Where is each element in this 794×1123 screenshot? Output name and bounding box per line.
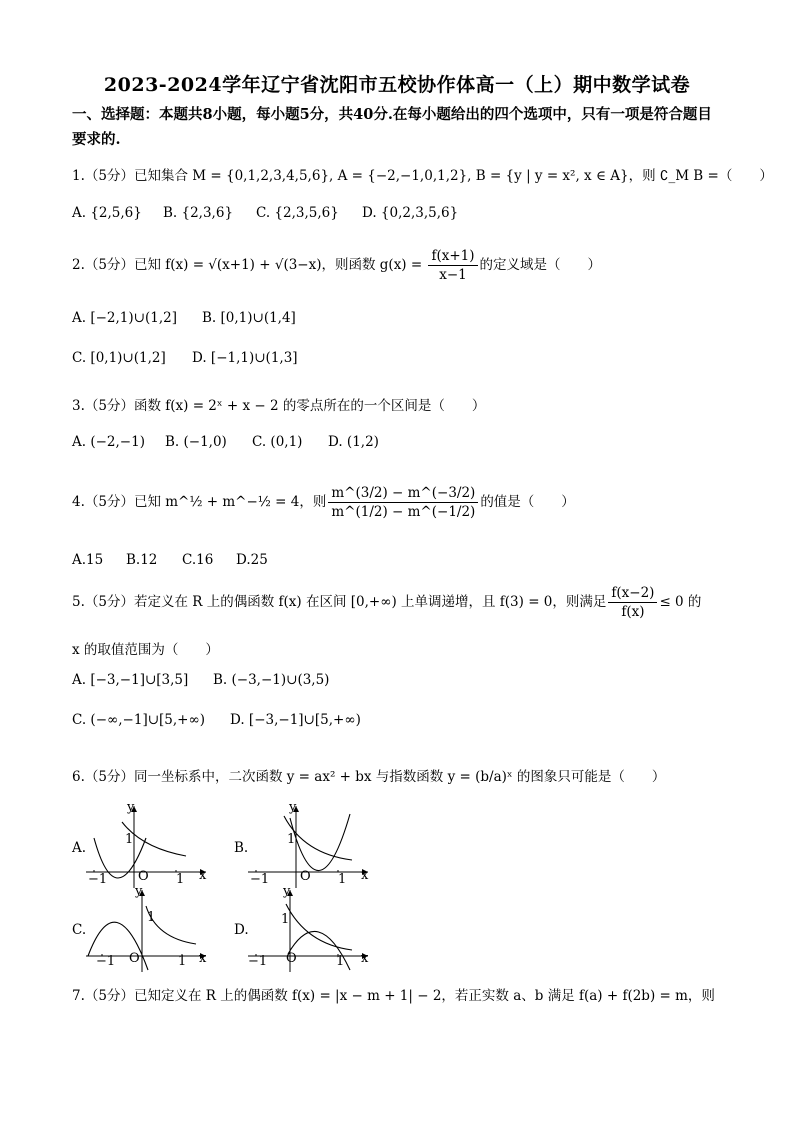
q6-graph-c-x-one: 1 bbox=[178, 954, 187, 969]
q3-option-b[interactable]: B. (−1,0) bbox=[165, 434, 227, 450]
q3-option-d[interactable]: D. (1,2) bbox=[328, 434, 379, 450]
q6-graph-a-origin: O bbox=[138, 869, 149, 884]
q4-stem-post: 的值是（ ） bbox=[480, 494, 575, 510]
question-1-stem: 1.（5分）已知集合 M = {0,1,2,3,4,5,6}, A = {−2,−1,0,1,2}, B = {y | y = x², x ∈ A}，则 ∁_M B =（ ） bbox=[72, 168, 773, 184]
q5-stem-post: ≤ 0 的 bbox=[659, 594, 702, 610]
q6-graph-b-y-label: y bbox=[289, 800, 297, 815]
q4-option-c[interactable]: C.16 bbox=[182, 552, 214, 568]
q2-stem-pre: 2.（5分）已知 f(x) = √(x+1) + √(3−x)，则函数 g(x) = bbox=[72, 257, 427, 273]
question-3-stem: 3.（5分）函数 f(x) = 2ˣ + x − 2 的零点所在的一个区间是（ ） bbox=[72, 398, 486, 414]
q6-graph-d-x-label: x bbox=[361, 951, 369, 966]
q6-graph-a-x-one: 1 bbox=[176, 872, 185, 887]
question-6-stem: 6.（5分）同一坐标系中，二次函数 y = ax² + bx 与指数函数 y = (b/a)ˣ 的图象只可能是（ ） bbox=[72, 769, 666, 785]
q6-option-c-label[interactable]: C. bbox=[72, 922, 87, 938]
q2-option-b[interactable]: B. [0,1)∪(1,4] bbox=[202, 310, 296, 326]
q6-option-d-label[interactable]: D. bbox=[234, 922, 249, 938]
page-title: 2023-2024学年辽宁省沈阳市五校协作体高一（上）期中数学试卷 bbox=[103, 74, 691, 96]
q6-graph-d-x-one: 1 bbox=[336, 954, 345, 969]
q6-graph-b-origin: O bbox=[300, 869, 311, 884]
q6-option-b-label[interactable]: B. bbox=[234, 840, 249, 856]
q2-option-a[interactable]: A. [−2,1)∪(1,2] bbox=[72, 310, 177, 326]
section-header: 一、选择题：本题共8小题，每小题5分，共40分.在每小题给出的四个选项中，只有一项是符合题目要求的. bbox=[72, 106, 712, 148]
q6-graph-b-neg-one: −1 bbox=[250, 872, 270, 887]
q6-graph-a-neg-one: −1 bbox=[88, 872, 108, 887]
q5-option-d[interactable]: D. [−3,−1]∪[5,+∞) bbox=[230, 712, 361, 728]
q6-graph-a-one-label: 1 bbox=[125, 832, 134, 847]
question-4-stem bbox=[72, 484, 575, 521]
q3-option-a[interactable]: A. (−2,−1) bbox=[72, 434, 145, 450]
q6-graph-b-x-label: x bbox=[361, 868, 369, 883]
q2-fraction bbox=[428, 247, 477, 284]
q1-option-d[interactable]: D. {0,2,3,5,6} bbox=[362, 205, 459, 221]
q4-stem-pre: 4.（5分）已知 m^½ + m^−½ = 4，则 bbox=[72, 494, 327, 510]
q5-option-c[interactable]: C. (−∞,−1]∪[5,+∞) bbox=[72, 712, 205, 728]
q5-fraction bbox=[608, 584, 657, 621]
q6-graph-c-one-label: 1 bbox=[147, 910, 156, 925]
q4-frac-den: m^(1/2) − m^(−1/2) bbox=[331, 504, 476, 520]
q2-option-c[interactable]: C. [0,1)∪(1,2] bbox=[72, 350, 166, 366]
q6-graph-b-x-one: 1 bbox=[338, 872, 347, 887]
q4-option-d[interactable]: D.25 bbox=[236, 552, 268, 568]
q6-graph-b-one-label: 1 bbox=[287, 832, 296, 847]
q2-option-d[interactable]: D. [−1,1)∪(1,3] bbox=[192, 350, 298, 366]
q4-fraction bbox=[328, 484, 478, 521]
q6-graph-c-neg-one: −1 bbox=[96, 954, 116, 969]
q5-frac-den: f(x) bbox=[621, 604, 645, 620]
q2-stem-post: 的定义域是（ ） bbox=[479, 257, 602, 273]
q1-option-a[interactable]: A. {2,5,6} bbox=[72, 205, 142, 221]
question-7-stem: 7.（5分）已知定义在 R 上的偶函数 f(x) = |x − m + 1| − 2，若正实数 a、b 满足 f(a) + f(2b) = m，则 bbox=[72, 988, 715, 1004]
question-2-stem bbox=[72, 247, 601, 284]
q6-graph-d-origin: O bbox=[286, 951, 297, 966]
q5-stem-pre: 5.（5分）若定义在 R 上的偶函数 f(x) 在区间 [0,+∞) 上单调递增，且 f(3) = 0，则满足 bbox=[72, 594, 607, 610]
q1-option-c[interactable]: C. {2,3,5,6} bbox=[256, 205, 339, 221]
q6-graph-a-x-label: x bbox=[199, 868, 207, 883]
q4-frac-num: m^(3/2) − m^(−3/2) bbox=[328, 484, 478, 503]
q6-graph-c-origin: O bbox=[129, 951, 140, 966]
q6-graph-d-one-label: 1 bbox=[281, 912, 290, 927]
q6-graph-c-x-label: x bbox=[199, 951, 207, 966]
q4-option-a[interactable]: A.15 bbox=[72, 552, 104, 568]
q2-frac-den: x−1 bbox=[439, 267, 467, 283]
q1-option-b[interactable]: B. {2,3,6} bbox=[163, 205, 234, 221]
q6-graph-d-y-label: y bbox=[283, 884, 291, 899]
question-5-stem-line2: x 的取值范围为（ ） bbox=[72, 642, 219, 658]
q5-option-b[interactable]: B. (−3,−1)∪(3,5) bbox=[213, 672, 330, 688]
q6-graph-a-y-label: y bbox=[127, 800, 135, 815]
q5-frac-num: f(x−2) bbox=[608, 584, 657, 603]
q6-option-a-label[interactable]: A. bbox=[72, 840, 87, 856]
q3-option-c[interactable]: C. (0,1) bbox=[252, 434, 303, 450]
q5-option-a[interactable]: A. [−3,−1]∪[3,5] bbox=[72, 672, 189, 688]
q2-frac-num: f(x+1) bbox=[428, 247, 477, 266]
q6-graph-d-neg-one: −1 bbox=[248, 954, 268, 969]
q6-graph-c-y-label: y bbox=[135, 884, 143, 899]
question-5-stem bbox=[72, 584, 701, 621]
q4-option-b[interactable]: B.12 bbox=[126, 552, 158, 568]
